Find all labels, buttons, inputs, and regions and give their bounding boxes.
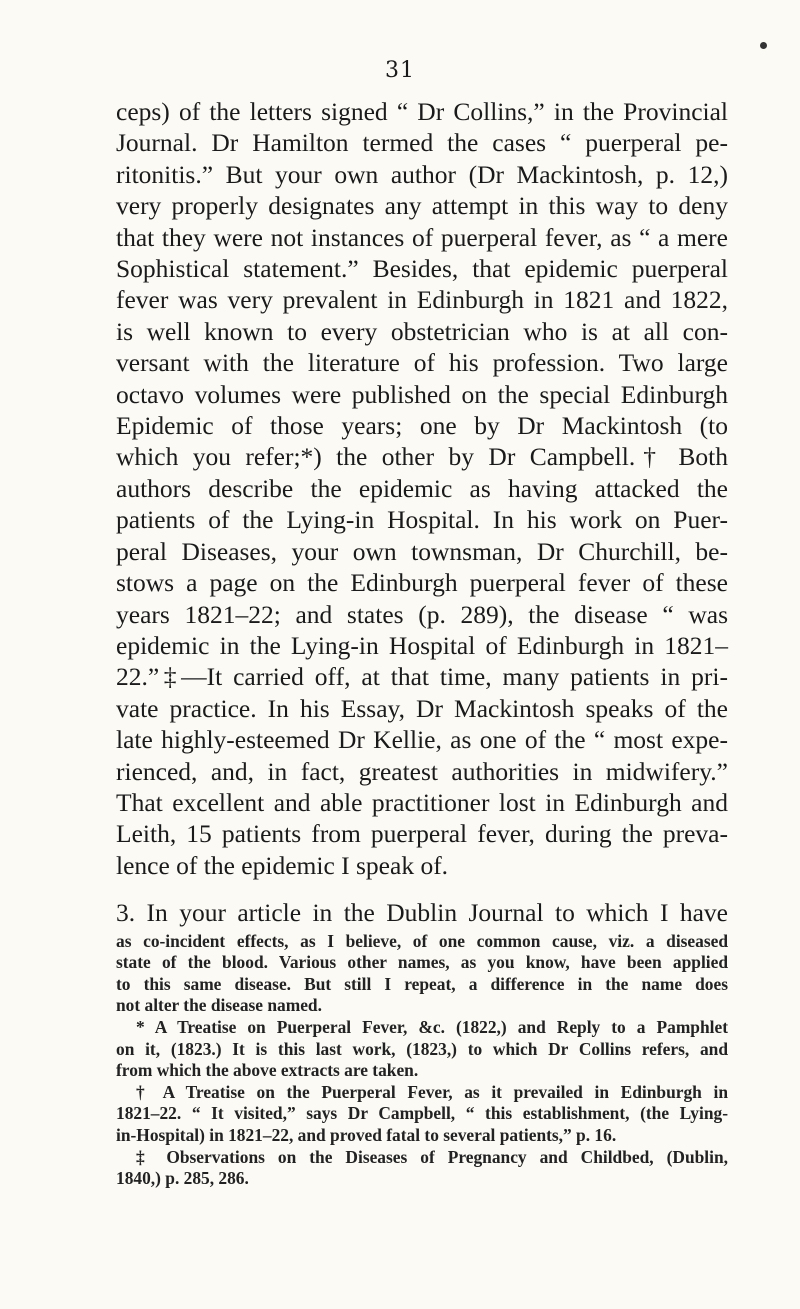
text-line: Leith, 15 patients from puerperal fever, during the preva- — [116, 819, 728, 849]
text-line: * A Treatise on Puerperal Fever, &c. (1822,) and Reply to a Pamphlet — [136, 1016, 728, 1037]
text-line: ‡ Observations on the Diseases of Pregnancy and Childbed, (Dublin, — [136, 1146, 728, 1167]
text-line: from which the above extracts are taken. — [116, 1060, 419, 1081]
paragraph-three — [116, 897, 728, 928]
text-line: ritonitis.” But your own author (Dr Mackintosh, p. 12,) — [116, 159, 728, 189]
text-line: versant with the literature of his profession. Two large — [116, 348, 728, 378]
text-line: late highly-esteemed Dr Kellie, as one of the “ most expe- — [116, 725, 728, 755]
text-line: in-Hospital) in 1821–22, and proved fatal to several patients,” p. 16. — [116, 1124, 617, 1145]
text-line: on it, (1823.) It is this last work, (1823,) to which Dr Collins refers, and — [116, 1038, 728, 1059]
text-line: 1821–22. “ It visited,” says Dr Campbell, “ this establishment, (the Lying- — [116, 1103, 728, 1124]
footnote-double-dagger — [116, 1147, 728, 1190]
page-number: 31 — [385, 58, 415, 83]
text-line: is well known to every obstetrician who is at all con- — [116, 316, 728, 346]
text-line: fever was very prevalent in Edinburgh in 1821 and 1822, — [116, 285, 728, 315]
text-line: patients of the Lying-in Hospital. In his work on Puer- — [116, 505, 728, 535]
body-text — [116, 96, 728, 1190]
text-line: Sophistical statement.” Besides, that epidemic puerperal — [116, 254, 728, 284]
text-line: very properly designates any attempt in this way to deny — [116, 191, 728, 221]
text-line: that they were not instances of puerperal fever, as “ a mere — [116, 222, 728, 252]
text-line: authors describe the epidemic as having attacked the — [116, 473, 728, 503]
text-line: vate practice. In his Essay, Dr Mackintosh speaks of the — [116, 693, 728, 723]
continued-note — [116, 931, 728, 1017]
ink-speck — [760, 42, 767, 49]
text-line: peral Diseases, your own townsman, Dr Churchill, be- — [116, 536, 728, 566]
text-line: rienced, and, in fact, greatest authorities in midwifery.” — [116, 756, 728, 786]
main-paragraph — [116, 96, 728, 881]
text-line: ceps) of the letters signed “ Dr Collins,” in the Provincial — [116, 97, 728, 126]
text-line: state of the blood. Various other names, as you know, have been applied — [116, 952, 728, 973]
text-line: which you refer;*) the other by Dr Campbell.† Both — [116, 442, 728, 472]
text-line: years 1821–22; and states (p. 289), the disease “ was — [116, 599, 728, 629]
text-line: 1840,) p. 285, 286. — [116, 1168, 249, 1189]
text-line: lence of the epidemic I speak of. — [116, 850, 449, 880]
text-line: epidemic in the Lying-in Hospital of Edinburgh in 1821– — [116, 630, 728, 660]
text-line: 22.”‡—It carried off, at that time, many patients in pri- — [116, 662, 728, 692]
text-line: † A Treatise on the Puerperal Fever, as it prevailed in Edinburgh in — [136, 1081, 728, 1102]
text-line: not alter the disease named. — [116, 995, 322, 1016]
footnote-star — [116, 1017, 728, 1082]
text-line: stows a page on the Edinburgh puerperal fever of these — [116, 568, 728, 598]
text-line: octavo volumes were published on the special Edinburgh — [116, 379, 728, 409]
footnote-dagger — [116, 1082, 728, 1147]
text-line: That excellent and able practitioner lost in Edinburgh and — [116, 787, 728, 817]
text-line: as co-incident effects, as I believe, of one common cause, viz. a diseased — [116, 930, 728, 951]
text-line: Epidemic of those years; one by Dr Mackintosh (to — [116, 411, 728, 441]
text-line: to this same disease. But still I repeat, a difference in the name does — [116, 973, 728, 994]
text-line: Journal. Dr Hamilton termed the cases “ puerperal pe- — [116, 128, 728, 158]
text-line: 3. In your article in the Dublin Journal to which I have — [116, 898, 728, 928]
